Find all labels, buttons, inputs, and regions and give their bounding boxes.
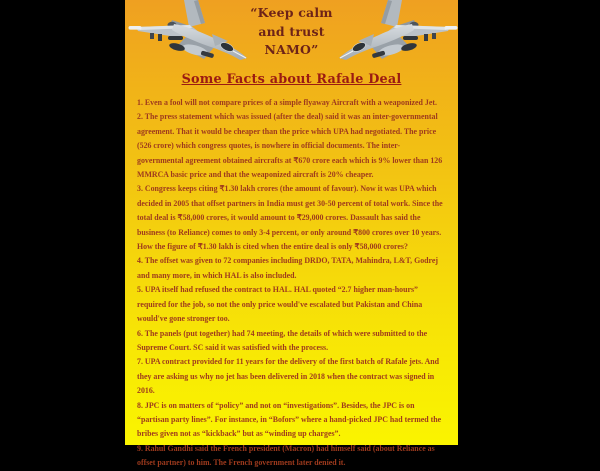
quote-line-2: and trust (258, 23, 325, 39)
fact-item-3: 3. Congress keeps citing ₹1.30 lakh crores (the amount of favour). Now it was UPA which decided in 2005 that offset partners in India must get 30-50 percent of total work. Since the total deal is ₹58,000 crores, it would amount to ₹29,000 crores. Dassault has said the business (to Reliance) comes to only 3-4 percent, or only around ₹800 crores over 10 years. How the figure of ₹1.30 lakh is cited when the entire deal is only ₹58,000 crores? (137, 184, 443, 252)
quote-line-1: “Keep calm (250, 5, 333, 20)
fact-item-7: 7. UPA contract provided for 11 years for the delivery of the first batch of Rafale jets. And they are asking us why no jet has been delivered in 2018 when the contract was signed in 2016. (137, 357, 440, 396)
fact-item-4: 4. The offset was given to 72 companies including DRDO, TATA, Mahindra, L&T, Godrej and many more, in which HAL is also included. (137, 256, 439, 280)
quote-line-3: NAMO” (264, 42, 319, 57)
rafale-facts-poster (125, 0, 458, 468)
fact-item-1: 1. Even a fool will not compare prices of a simple flyaway Aircraft with a weaponized Jet. (137, 98, 437, 107)
fact-item-2: 2. The press statement which was issued (after the deal) said it was an inter-governmental agreement. That it would be cheaper than the price which UPA had negotiated. The price (526 crore) which congress quotes, is nowhere in official documents. The inter-governmental agreement obtained aircrafts at ₹670 crore each which is 9% lower than 126 MMRCA basic price and that the weaponized aircraft is 20% cheaper. (137, 112, 443, 180)
facts-list (137, 96, 445, 471)
page-title: Some Facts about Rafale Deal (181, 72, 402, 87)
fact-item-6: 6. The panels (put together) had 74 meeting, the details of which were submitted to the Supreme Court. SC said it was satisfied with the process. (137, 328, 428, 352)
fact-item-5: 5. UPA itself had refused the contract to HAL. HAL quoted “2.7 higher man-hours” required for the job, so not the only price would've escalated but Pakistan and China would've gone stronger too. (137, 285, 423, 324)
quote-text (125, 4, 458, 60)
fact-item-9: 9. Rahul Gandhi said the French president (Macron) had himself said (about Reliance as offset partner) to him. The French government later denied it. (137, 443, 435, 468)
fact-item-8: 8. JPC is on matters of “policy” and not on “investigations”. Besides, the JPC is on “partisan party lines”. For instance, in “Bofors” where a hand-picked JPC had termed the bribes given not as “kickback” but as “winding up charges”. (137, 400, 442, 439)
